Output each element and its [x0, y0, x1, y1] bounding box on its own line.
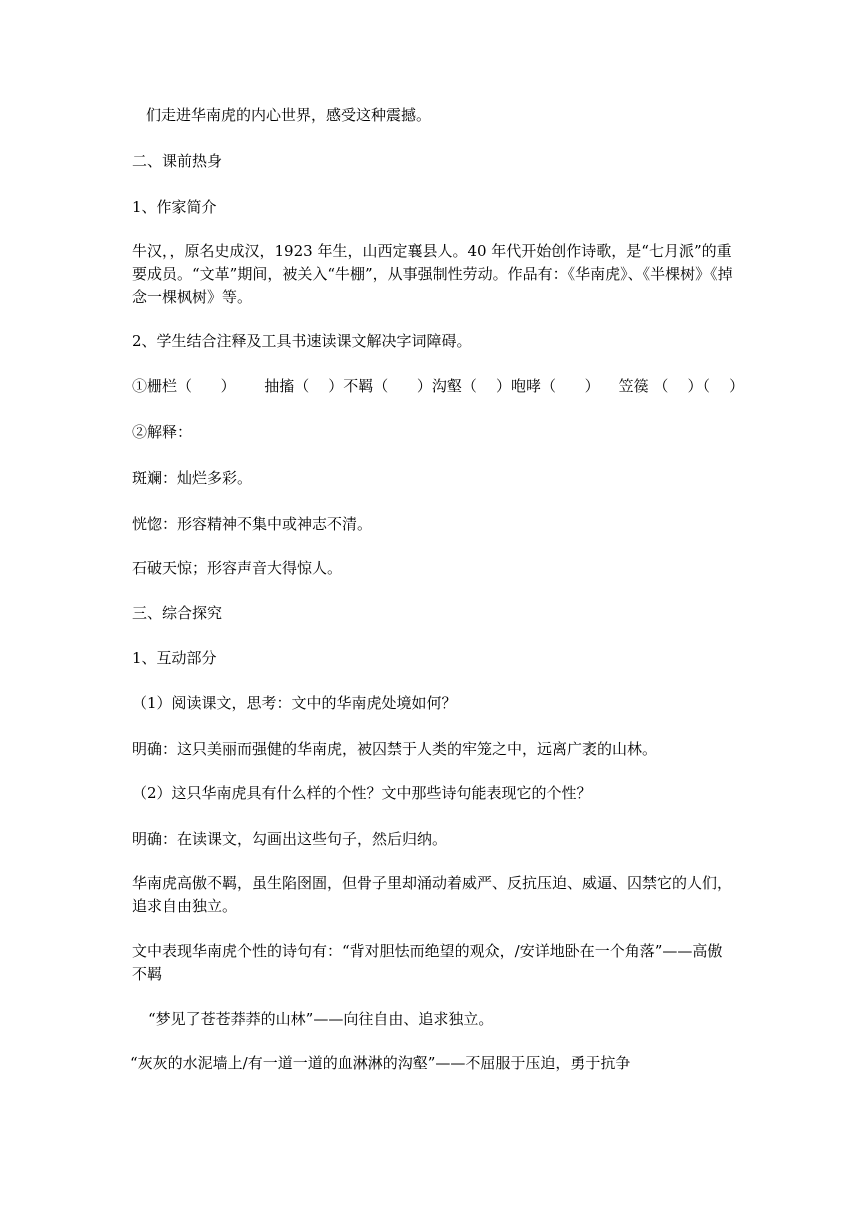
author-intro-paragraph: 牛汉，，原名史成汉，1923 年生，山西定襄县人。40 年代开始创作诗歌，是“七月派”的重要成员。“文革”期间，被关入“牛棚”，从事强制性劳动。作品有：《华南虎》、《半棵树》《掉念一棵枫树》等。: [132, 242, 733, 306]
subheading-interaction: 1、互动部分: [132, 649, 217, 667]
intro-line: 们走进华南虎的内心世界，感受这种震撼。: [146, 106, 432, 124]
subheading-vocabulary: 2、学生结合注释及工具书速读课文解决字词障碍。: [132, 332, 472, 350]
section-heading-exploration: 三、综合探究: [132, 604, 223, 622]
answer-1: 明确：这只美丽而强健的华南虎，被囚禁于人类的牢笼之中，远离广袤的山林。: [132, 740, 658, 758]
definition-shipotianjing: 石破天惊；形容声音大得惊人。: [132, 559, 343, 577]
question-2: （2）这只华南虎具有什么样的个性？文中那些诗句能表现它的个性？: [132, 784, 592, 802]
answer-2-instruction: 明确：在读课文，勾画出这些句子，然后归纳。: [132, 830, 448, 848]
subheading-author-intro: 1、作家简介: [132, 198, 217, 216]
question-1: （1）阅读课文，思考：文中的华南虎处境如何？: [132, 694, 457, 712]
poem-line-dream: “梦见了苍苍莽莽的山林”——向往自由、追求独立。: [148, 1010, 494, 1028]
tiger-character-paragraph: 华南虎高傲不羁，虽生陷囹圄，但骨子里却涌动着威严、反抗压迫、威逼、囚禁它的人们，追求自由独立。: [132, 874, 733, 915]
poem-line-wall: “灰灰的水泥墙上/有一道一道的血淋淋的沟壑”——不屈服于压迫，勇于抗争: [130, 1054, 631, 1072]
section-heading-warmup: 二、课前热身: [132, 152, 223, 170]
poem-lines-paragraph: 文中表现华南虎个性的诗句有：“背对胆怯而绝望的观众，/安详地卧在一个角落”——高傲不羁: [132, 942, 723, 983]
vocabulary-pronunciation-row: ①栅栏（ ） 抽搐（ ）不羁（ ）沟壑（ ）咆哮（ ） 笠篌 （ ）（ ）: [132, 377, 745, 395]
subheading-explanation: ②解释：: [132, 423, 193, 441]
definition-banlan: 斑斓：灿烂多彩。: [132, 469, 253, 487]
definition-huanghu: 恍惚：形容精神不集中或神志不清。: [132, 515, 373, 533]
